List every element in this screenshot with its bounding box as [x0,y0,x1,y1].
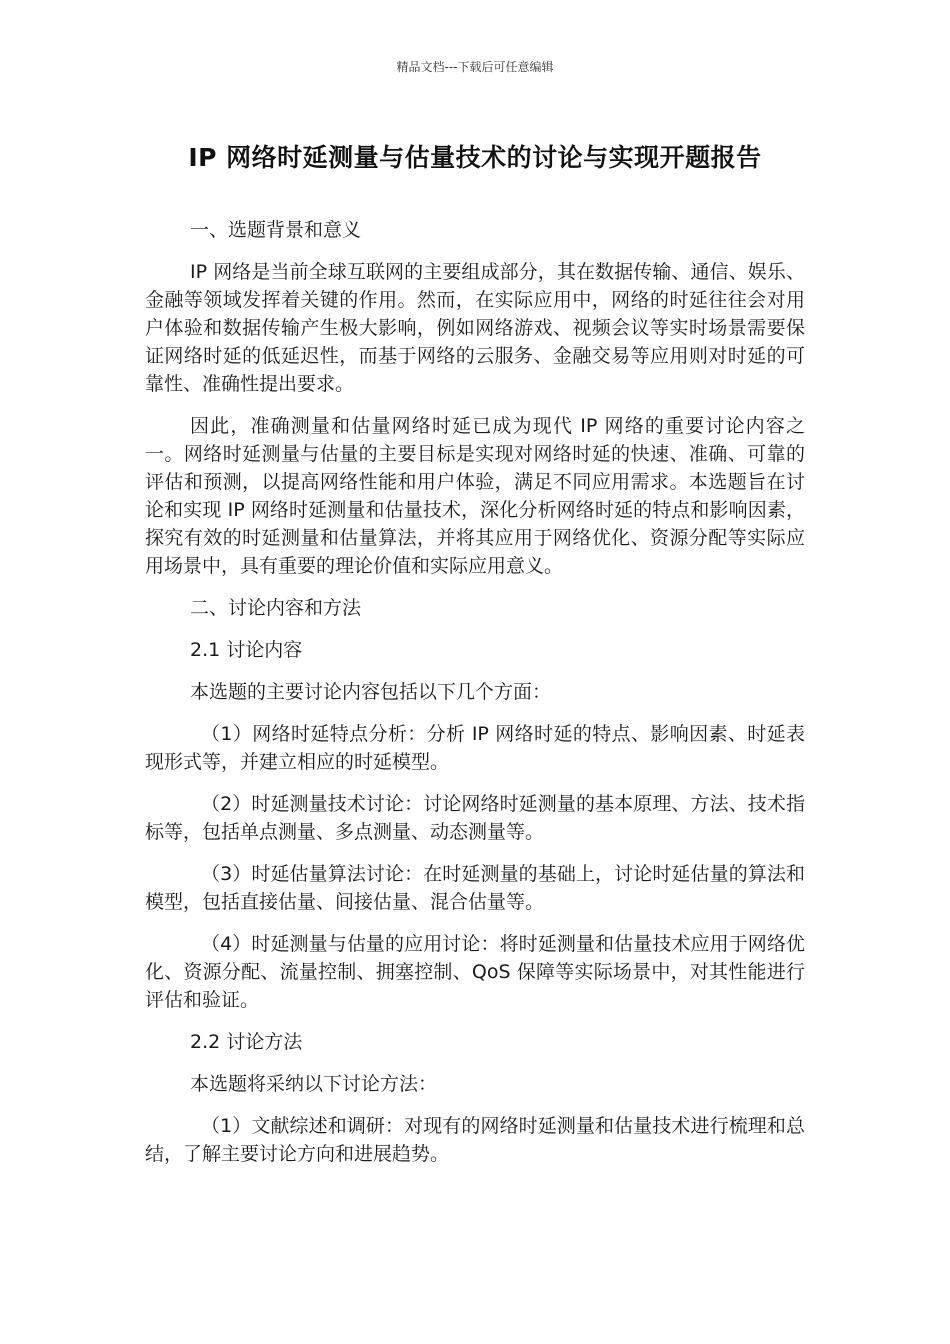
list-item: （1）网络时延特点分析：分析 IP 网络时延的特点、影响因素、时延表现形式等，并建立相应的时延模型。 [145,723,805,773]
section-1-heading: 一、选题背景和意义 [190,219,362,241]
document-body [145,216,805,1182]
list-item: （3）时延估量算法讨论：在时延测量的基础上，讨论时延估量的算法和模型，包括直接估量、间接估量、混合估量等。 [145,863,805,913]
header-note: 精品文档---下载后可任意编辑 [396,60,554,74]
subsection-2-1-intro: 本选题的主要讨论内容包括以下几个方面： [190,681,552,703]
subsection-2-2-heading: 2.2 讨论方法 [190,1031,303,1053]
section-1-paragraph-1: IP 网络是当前全球互联网的主要组成部分，其在数据传输、通信、娱乐、金融等领域发挥着关键的作用。然而，在实际应用中，网络的时延往往会对用户体验和数据传输产生极大影响，例如网络游戏、视频会议等实时场景需要保证网络时延的低延迟性，而基于网络的云服务、金融交易等应用则对时延的可靠性、准确性提出要求。 [145,261,805,395]
list-item: （1）文献综述和调研：对现有的网络时延测量和估量技术进行梳理和总结，了解主要讨论方向和进展趋势。 [145,1115,805,1165]
subsection-2-1-heading: 2.1 讨论内容 [190,639,303,661]
list-item: （4）时延测量与估量的应用讨论：将时延测量和估量技术应用于网络优化、资源分配、流量控制、拥塞控制、QoS 保障等实际场景中，对其性能进行评估和验证。 [145,933,805,1011]
section-1-paragraph-2: 因此，准确测量和估量网络时延已成为现代 IP 网络的重要讨论内容之一。网络时延测量与估量的主要目标是实现对网络时延的快速、准确、可靠的评估和预测，以提高网络性能和用户体验，满足不同应用需求。本选题旨在讨论和实现 IP 网络时延测量和估量技术，深化分析网络时延的特点和影响因素，探究有效的时延测量和估量算法，并将其应用于网络优化、资源分配等实际应用场景中，具有重要的理论价值和实际应用意义。 [145,415,805,577]
section-2-heading: 二、讨论内容和方法 [190,597,362,619]
subsection-2-2-intro: 本选题将采纳以下讨论方法： [190,1073,438,1095]
document-title: IP 网络时延测量与估量技术的讨论与实现开题报告 [188,143,762,172]
list-item: （2）时延测量技术讨论：讨论网络时延测量的基本原理、方法、技术指标等，包括单点测量、多点测量、动态测量等。 [145,793,805,843]
